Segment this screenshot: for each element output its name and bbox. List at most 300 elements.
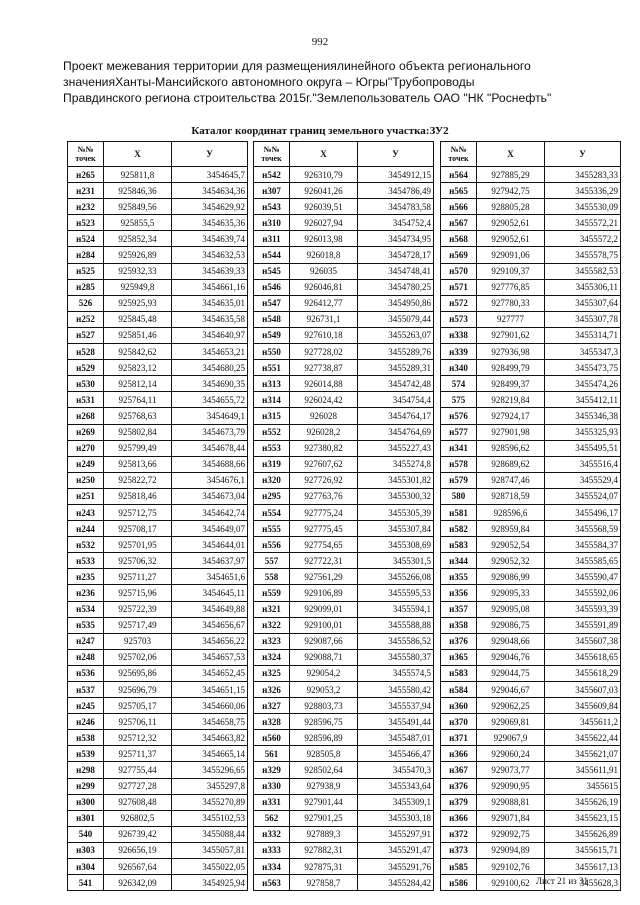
point-number-cell: н576 (441, 408, 477, 424)
y-coordinate-cell: 3455270,89 (172, 794, 248, 810)
x-coordinate-cell: 925717,49 (104, 617, 172, 633)
table-row (254, 360, 434, 376)
table-row (441, 311, 621, 327)
x-coordinate-cell: 929073,77 (477, 762, 545, 778)
x-coordinate-cell: 929071,84 (477, 810, 545, 826)
table-row (68, 360, 248, 376)
y-coordinate-cell: 3455325,93 (545, 424, 621, 440)
y-coordinate-cell: 3454637,97 (172, 553, 248, 569)
x-coordinate-cell: 929100,01 (290, 617, 358, 633)
point-number-cell: н244 (68, 521, 104, 537)
x-coordinate-cell: 927882,31 (290, 842, 358, 858)
point-number-cell: н307 (254, 183, 290, 199)
point-number-cell: н527 (68, 327, 104, 343)
x-coordinate-cell: 929046,67 (477, 682, 545, 698)
point-number-cell: н566 (441, 199, 477, 215)
y-coordinate-cell: 3454658,75 (172, 714, 248, 730)
point-number-cell: н360 (441, 698, 477, 714)
catalog-title: Каталог координат границ земельного участка:ЗУ2 (191, 125, 449, 137)
table-row (441, 360, 621, 376)
table-row (254, 311, 434, 327)
y-coordinate-cell: 3455266,08 (358, 569, 434, 585)
y-coordinate-cell: 3455343,64 (358, 778, 434, 794)
point-number-cell: н251 (68, 488, 104, 504)
x-coordinate-cell: 928596,6 (477, 504, 545, 520)
point-number-cell: н310 (254, 215, 290, 231)
point-number-cell: н324 (254, 649, 290, 665)
point-number-cell: н303 (68, 842, 104, 858)
table-row (68, 859, 248, 875)
x-coordinate-cell: 927875,31 (290, 859, 358, 875)
x-coordinate-cell: 929069,81 (477, 714, 545, 730)
point-number-cell: 526 (68, 295, 104, 311)
table-row (254, 199, 434, 215)
y-coordinate-cell: 3455022,05 (172, 859, 248, 875)
point-number-cell: н356 (441, 585, 477, 601)
x-coordinate-cell: 927780,33 (477, 295, 545, 311)
x-coordinate-cell: 925925,93 (104, 295, 172, 311)
table-row (254, 183, 434, 199)
point-number-cell: н331 (254, 794, 290, 810)
point-number-cell: н542 (254, 167, 290, 183)
table-row (441, 231, 621, 247)
header-x: X (477, 142, 545, 167)
y-coordinate-cell: 3455496,17 (545, 504, 621, 520)
point-number-cell: н323 (254, 633, 290, 649)
table-row (441, 215, 621, 231)
x-coordinate-cell: 927727,28 (104, 778, 172, 794)
point-number-cell: н572 (441, 295, 477, 311)
x-coordinate-cell: 929067,9 (477, 730, 545, 746)
x-coordinate-cell: 929052,32 (477, 553, 545, 569)
x-coordinate-cell: 929090,95 (477, 778, 545, 794)
table-row (68, 537, 248, 553)
x-coordinate-cell: 925703 (104, 633, 172, 649)
x-coordinate-cell: 927610,18 (290, 327, 358, 343)
point-number-cell: н344 (441, 553, 477, 569)
table-row (254, 263, 434, 279)
table-row (441, 472, 621, 488)
point-number-cell: н530 (68, 376, 104, 392)
point-number-cell: н547 (254, 295, 290, 311)
y-coordinate-cell: 3455595,53 (358, 585, 434, 601)
point-number-cell: н367 (441, 762, 477, 778)
y-coordinate-cell: 3454652,45 (172, 665, 248, 681)
y-coordinate-cell: 3455582,53 (545, 263, 621, 279)
point-number-cell: н284 (68, 247, 104, 263)
table-row (254, 601, 434, 617)
x-coordinate-cell: 929106,89 (290, 585, 358, 601)
header-y: У (358, 142, 434, 167)
y-coordinate-cell: 3455611,91 (545, 762, 621, 778)
point-number-cell: н358 (441, 617, 477, 633)
y-coordinate-cell: 3454651,6 (172, 569, 248, 585)
y-coordinate-cell: 3455470,3 (358, 762, 434, 778)
table-row (68, 472, 248, 488)
point-number-cell: н328 (254, 714, 290, 730)
table-row (441, 247, 621, 263)
table-row (68, 826, 248, 842)
y-coordinate-cell: 3455308,69 (358, 537, 434, 553)
table-row (68, 167, 248, 183)
x-coordinate-cell: 927755,44 (104, 762, 172, 778)
point-number-cell: н532 (68, 537, 104, 553)
y-coordinate-cell: 3455088,44 (172, 826, 248, 842)
header-y: У (545, 142, 621, 167)
table-row (68, 408, 248, 424)
title-line-2: значенияХанты-Мансийского автономного округа – Югры"Трубопроводы (63, 75, 475, 89)
table-row (254, 875, 434, 891)
x-coordinate-cell: 929054,2 (290, 665, 358, 681)
y-coordinate-cell: 3455491,44 (358, 714, 434, 730)
point-number-cell: н246 (68, 714, 104, 730)
table-row (68, 504, 248, 520)
x-coordinate-cell: 929091,06 (477, 247, 545, 263)
point-number-cell: н543 (254, 199, 290, 215)
header-point-number: №№ точек (254, 142, 290, 167)
x-coordinate-cell: 927775,24 (290, 504, 358, 520)
point-number-cell: н371 (441, 730, 477, 746)
point-number-cell: н370 (441, 714, 477, 730)
y-coordinate-cell: 3455628,3 (545, 875, 621, 891)
x-coordinate-cell: 927726,92 (290, 472, 358, 488)
point-number-cell: н581 (441, 504, 477, 520)
y-coordinate-cell: 3455474,26 (545, 376, 621, 392)
x-coordinate-cell: 925926,89 (104, 247, 172, 263)
y-coordinate-cell: 3454676,1 (172, 472, 248, 488)
y-coordinate-cell: 3454639,74 (172, 231, 248, 247)
coordinate-table-3 (440, 141, 621, 891)
y-coordinate-cell: 3455346,38 (545, 408, 621, 424)
table-row (68, 279, 248, 295)
x-coordinate-cell: 926028 (290, 408, 358, 424)
table-row (441, 327, 621, 343)
y-coordinate-cell: 3455574,5 (358, 665, 434, 681)
table-row (441, 376, 621, 392)
x-coordinate-cell: 929048,66 (477, 633, 545, 649)
point-number-cell: н322 (254, 617, 290, 633)
x-coordinate-cell: 929094,89 (477, 842, 545, 858)
y-coordinate-cell: 3454661,16 (172, 279, 248, 295)
table-row (441, 392, 621, 408)
x-coordinate-cell: 928747,46 (477, 472, 545, 488)
point-number-cell: н304 (68, 859, 104, 875)
y-coordinate-cell: 3454645,7 (172, 167, 248, 183)
y-coordinate-cell: 3454644,01 (172, 537, 248, 553)
x-coordinate-cell: 925851,46 (104, 327, 172, 343)
table-row (68, 842, 248, 858)
point-number-cell: н315 (254, 408, 290, 424)
point-number-cell: н232 (68, 199, 104, 215)
point-number-cell: н583 (441, 665, 477, 681)
point-number-cell: н579 (441, 472, 477, 488)
x-coordinate-cell: 926567,64 (104, 859, 172, 875)
y-coordinate-cell: 3455611,2 (545, 714, 621, 730)
x-coordinate-cell: 928689,62 (477, 456, 545, 472)
x-coordinate-cell: 929095,33 (477, 585, 545, 601)
point-number-cell: н559 (254, 585, 290, 601)
point-number-cell: н365 (441, 649, 477, 665)
table-row (68, 231, 248, 247)
y-coordinate-cell: 3455284,42 (358, 875, 434, 891)
y-coordinate-cell: 3455305,39 (358, 504, 434, 520)
point-number-cell: н569 (441, 247, 477, 263)
x-coordinate-cell: 926342,09 (104, 875, 172, 891)
y-coordinate-cell: 3455079,44 (358, 311, 434, 327)
x-coordinate-cell: 927754,65 (290, 537, 358, 553)
table-row (254, 488, 434, 504)
x-coordinate-cell: 925845,48 (104, 311, 172, 327)
y-coordinate-cell: 3454649,88 (172, 601, 248, 617)
y-coordinate-cell: 3455487,01 (358, 730, 434, 746)
table-row (254, 247, 434, 263)
point-number-cell: 541 (68, 875, 104, 891)
point-number-cell: 557 (254, 553, 290, 569)
x-coordinate-cell: 925706,11 (104, 714, 172, 730)
y-coordinate-cell: 3455529,4 (545, 472, 621, 488)
table-row (254, 633, 434, 649)
x-coordinate-cell: 929052,61 (477, 215, 545, 231)
point-number-cell: н525 (68, 263, 104, 279)
table-row (441, 504, 621, 520)
point-number-cell: н245 (68, 698, 104, 714)
table-row (68, 649, 248, 665)
point-number-cell: н269 (68, 424, 104, 440)
y-coordinate-cell: 3455585,65 (545, 553, 621, 569)
x-coordinate-cell: 925811,8 (104, 167, 172, 183)
x-coordinate-cell: 925813,66 (104, 456, 172, 472)
y-coordinate-cell: 3454651,15 (172, 682, 248, 698)
y-coordinate-cell: 3455621,07 (545, 746, 621, 762)
point-number-cell: н537 (68, 682, 104, 698)
x-coordinate-cell: 929086,75 (477, 617, 545, 633)
header-point-number: №№ точек (68, 142, 104, 167)
x-coordinate-cell: 927728,02 (290, 344, 358, 360)
x-coordinate-cell: 927938,9 (290, 778, 358, 794)
x-coordinate-cell: 929099,01 (290, 601, 358, 617)
document-title (63, 58, 623, 106)
y-coordinate-cell: 3455102,53 (172, 810, 248, 826)
point-number-cell: н329 (254, 762, 290, 778)
x-coordinate-cell: 928499,79 (477, 360, 545, 376)
table-row (441, 762, 621, 778)
point-number-cell: н265 (68, 167, 104, 183)
point-number-cell: 580 (441, 488, 477, 504)
y-coordinate-cell: 3454663,82 (172, 730, 248, 746)
y-coordinate-cell: 3455291,47 (358, 842, 434, 858)
y-coordinate-cell: 3455623,15 (545, 810, 621, 826)
table-row (441, 698, 621, 714)
x-coordinate-cell: 929088,81 (477, 794, 545, 810)
y-coordinate-cell: 3455537,94 (358, 698, 434, 714)
table-row (254, 392, 434, 408)
y-coordinate-cell: 3455296,65 (172, 762, 248, 778)
y-coordinate-cell: 3455412,11 (545, 392, 621, 408)
x-coordinate-cell: 927901,62 (477, 327, 545, 343)
x-coordinate-cell: 926014,88 (290, 376, 358, 392)
y-coordinate-cell: 3454639,33 (172, 263, 248, 279)
x-coordinate-cell: 929060,24 (477, 746, 545, 762)
table-row (441, 183, 621, 199)
table-row (68, 794, 248, 810)
y-coordinate-cell: 3455301,82 (358, 472, 434, 488)
table-row (68, 665, 248, 681)
point-number-cell: н330 (254, 778, 290, 794)
point-number-cell: н524 (68, 231, 104, 247)
point-number-cell: н339 (441, 344, 477, 360)
x-coordinate-cell: 926028,2 (290, 424, 358, 440)
table-row (254, 714, 434, 730)
table-row (254, 649, 434, 665)
table-row (254, 585, 434, 601)
x-coordinate-cell: 929092,75 (477, 826, 545, 842)
table-row (68, 714, 248, 730)
x-coordinate-cell: 925705,17 (104, 698, 172, 714)
y-coordinate-cell: 3455307,64 (545, 295, 621, 311)
point-number-cell: н372 (441, 826, 477, 842)
table-row (441, 488, 621, 504)
y-coordinate-cell: 3454635,36 (172, 215, 248, 231)
x-coordinate-cell: 929095,08 (477, 601, 545, 617)
header-point-number: №№ точек (441, 142, 477, 167)
x-coordinate-cell: 926412,77 (290, 295, 358, 311)
header-y: У (172, 142, 248, 167)
x-coordinate-cell: 925706,32 (104, 553, 172, 569)
table-row (254, 553, 434, 569)
table-row (254, 327, 434, 343)
table-row (441, 730, 621, 746)
x-coordinate-cell: 928596,89 (290, 730, 358, 746)
point-number-cell: н376 (441, 633, 477, 649)
y-coordinate-cell: 3454742,48 (358, 376, 434, 392)
table-row (441, 553, 621, 569)
x-coordinate-cell: 929046,76 (477, 649, 545, 665)
point-number-cell: н243 (68, 504, 104, 520)
y-coordinate-cell: 3455297,8 (172, 778, 248, 794)
y-coordinate-cell: 3455593,39 (545, 601, 621, 617)
table-row (441, 649, 621, 665)
y-coordinate-cell: 3454780,25 (358, 279, 434, 295)
table-row (68, 215, 248, 231)
point-number-cell: н366 (441, 746, 477, 762)
x-coordinate-cell: 925722,39 (104, 601, 172, 617)
table-row (441, 617, 621, 633)
table-row (68, 247, 248, 263)
x-coordinate-cell: 926027,94 (290, 215, 358, 231)
page-number: 992 (311, 36, 329, 48)
table-row (441, 842, 621, 858)
y-coordinate-cell: 3455307,78 (545, 311, 621, 327)
y-coordinate-cell: 3454764,17 (358, 408, 434, 424)
point-number-cell: 575 (441, 392, 477, 408)
y-coordinate-cell: 3454642,74 (172, 504, 248, 520)
y-coordinate-cell: 3455594,1 (358, 601, 434, 617)
y-coordinate-cell: 3454656,67 (172, 617, 248, 633)
header-x: X (290, 142, 358, 167)
y-coordinate-cell: 3455289,31 (358, 360, 434, 376)
point-number-cell: н546 (254, 279, 290, 295)
table-row (68, 183, 248, 199)
table-row (68, 617, 248, 633)
point-number-cell: н560 (254, 730, 290, 746)
table-row (68, 263, 248, 279)
y-coordinate-cell: 3455578,75 (545, 247, 621, 263)
table-row (68, 295, 248, 311)
x-coordinate-cell: 925768,63 (104, 408, 172, 424)
point-number-cell: н249 (68, 456, 104, 472)
y-coordinate-cell: 3454632,53 (172, 247, 248, 263)
point-number-cell: 561 (254, 746, 290, 762)
point-number-cell: н550 (254, 344, 290, 360)
x-coordinate-cell: 925812,14 (104, 376, 172, 392)
y-coordinate-cell: 3455301,5 (358, 553, 434, 569)
x-coordinate-cell: 929052,61 (477, 231, 545, 247)
y-coordinate-cell: 3454665,14 (172, 746, 248, 762)
x-coordinate-cell: 927885,29 (477, 167, 545, 183)
y-coordinate-cell: 3455300,32 (358, 488, 434, 504)
x-coordinate-cell: 925711,37 (104, 746, 172, 762)
table-row (68, 344, 248, 360)
x-coordinate-cell: 925764,11 (104, 392, 172, 408)
point-number-cell: н268 (68, 408, 104, 424)
y-coordinate-cell: 3454912,15 (358, 167, 434, 183)
x-coordinate-cell: 925711,27 (104, 569, 172, 585)
point-number-cell: н299 (68, 778, 104, 794)
x-coordinate-cell: 927763,76 (290, 488, 358, 504)
table-row (68, 569, 248, 585)
table-row (441, 682, 621, 698)
y-coordinate-cell: 3454649,1 (172, 408, 248, 424)
y-coordinate-cell: 3455607,38 (545, 633, 621, 649)
y-coordinate-cell: 3454657,53 (172, 649, 248, 665)
y-coordinate-cell: 3455618,29 (545, 665, 621, 681)
point-number-cell: н376 (441, 778, 477, 794)
y-coordinate-cell: 3454950,86 (358, 295, 434, 311)
point-number-cell: н538 (68, 730, 104, 746)
point-number-cell: н565 (441, 183, 477, 199)
y-coordinate-cell: 3454925,94 (172, 875, 248, 891)
point-number-cell: н578 (441, 456, 477, 472)
x-coordinate-cell: 927777 (477, 311, 545, 327)
table-row (441, 440, 621, 456)
table-row (441, 521, 621, 537)
x-coordinate-cell: 926731,1 (290, 311, 358, 327)
y-coordinate-cell: 3455590,47 (545, 569, 621, 585)
table-row (441, 633, 621, 649)
table-row (254, 826, 434, 842)
table-row (254, 794, 434, 810)
point-number-cell: н373 (441, 842, 477, 858)
table-row (441, 810, 621, 826)
table-row (254, 521, 434, 537)
x-coordinate-cell: 926802,5 (104, 810, 172, 826)
point-number-cell: н529 (68, 360, 104, 376)
x-coordinate-cell: 927889,3 (290, 826, 358, 842)
y-coordinate-cell: 3455626,19 (545, 794, 621, 810)
point-number-cell: н585 (441, 859, 477, 875)
point-number-cell: н325 (254, 665, 290, 681)
table-row (441, 665, 621, 681)
y-coordinate-cell: 3455591,89 (545, 617, 621, 633)
point-number-cell: н570 (441, 263, 477, 279)
table-row (441, 199, 621, 215)
table-row (68, 311, 248, 327)
table-row (68, 440, 248, 456)
table-row (254, 440, 434, 456)
point-number-cell: н295 (254, 488, 290, 504)
point-number-cell: н341 (441, 440, 477, 456)
x-coordinate-cell: 925712,32 (104, 730, 172, 746)
